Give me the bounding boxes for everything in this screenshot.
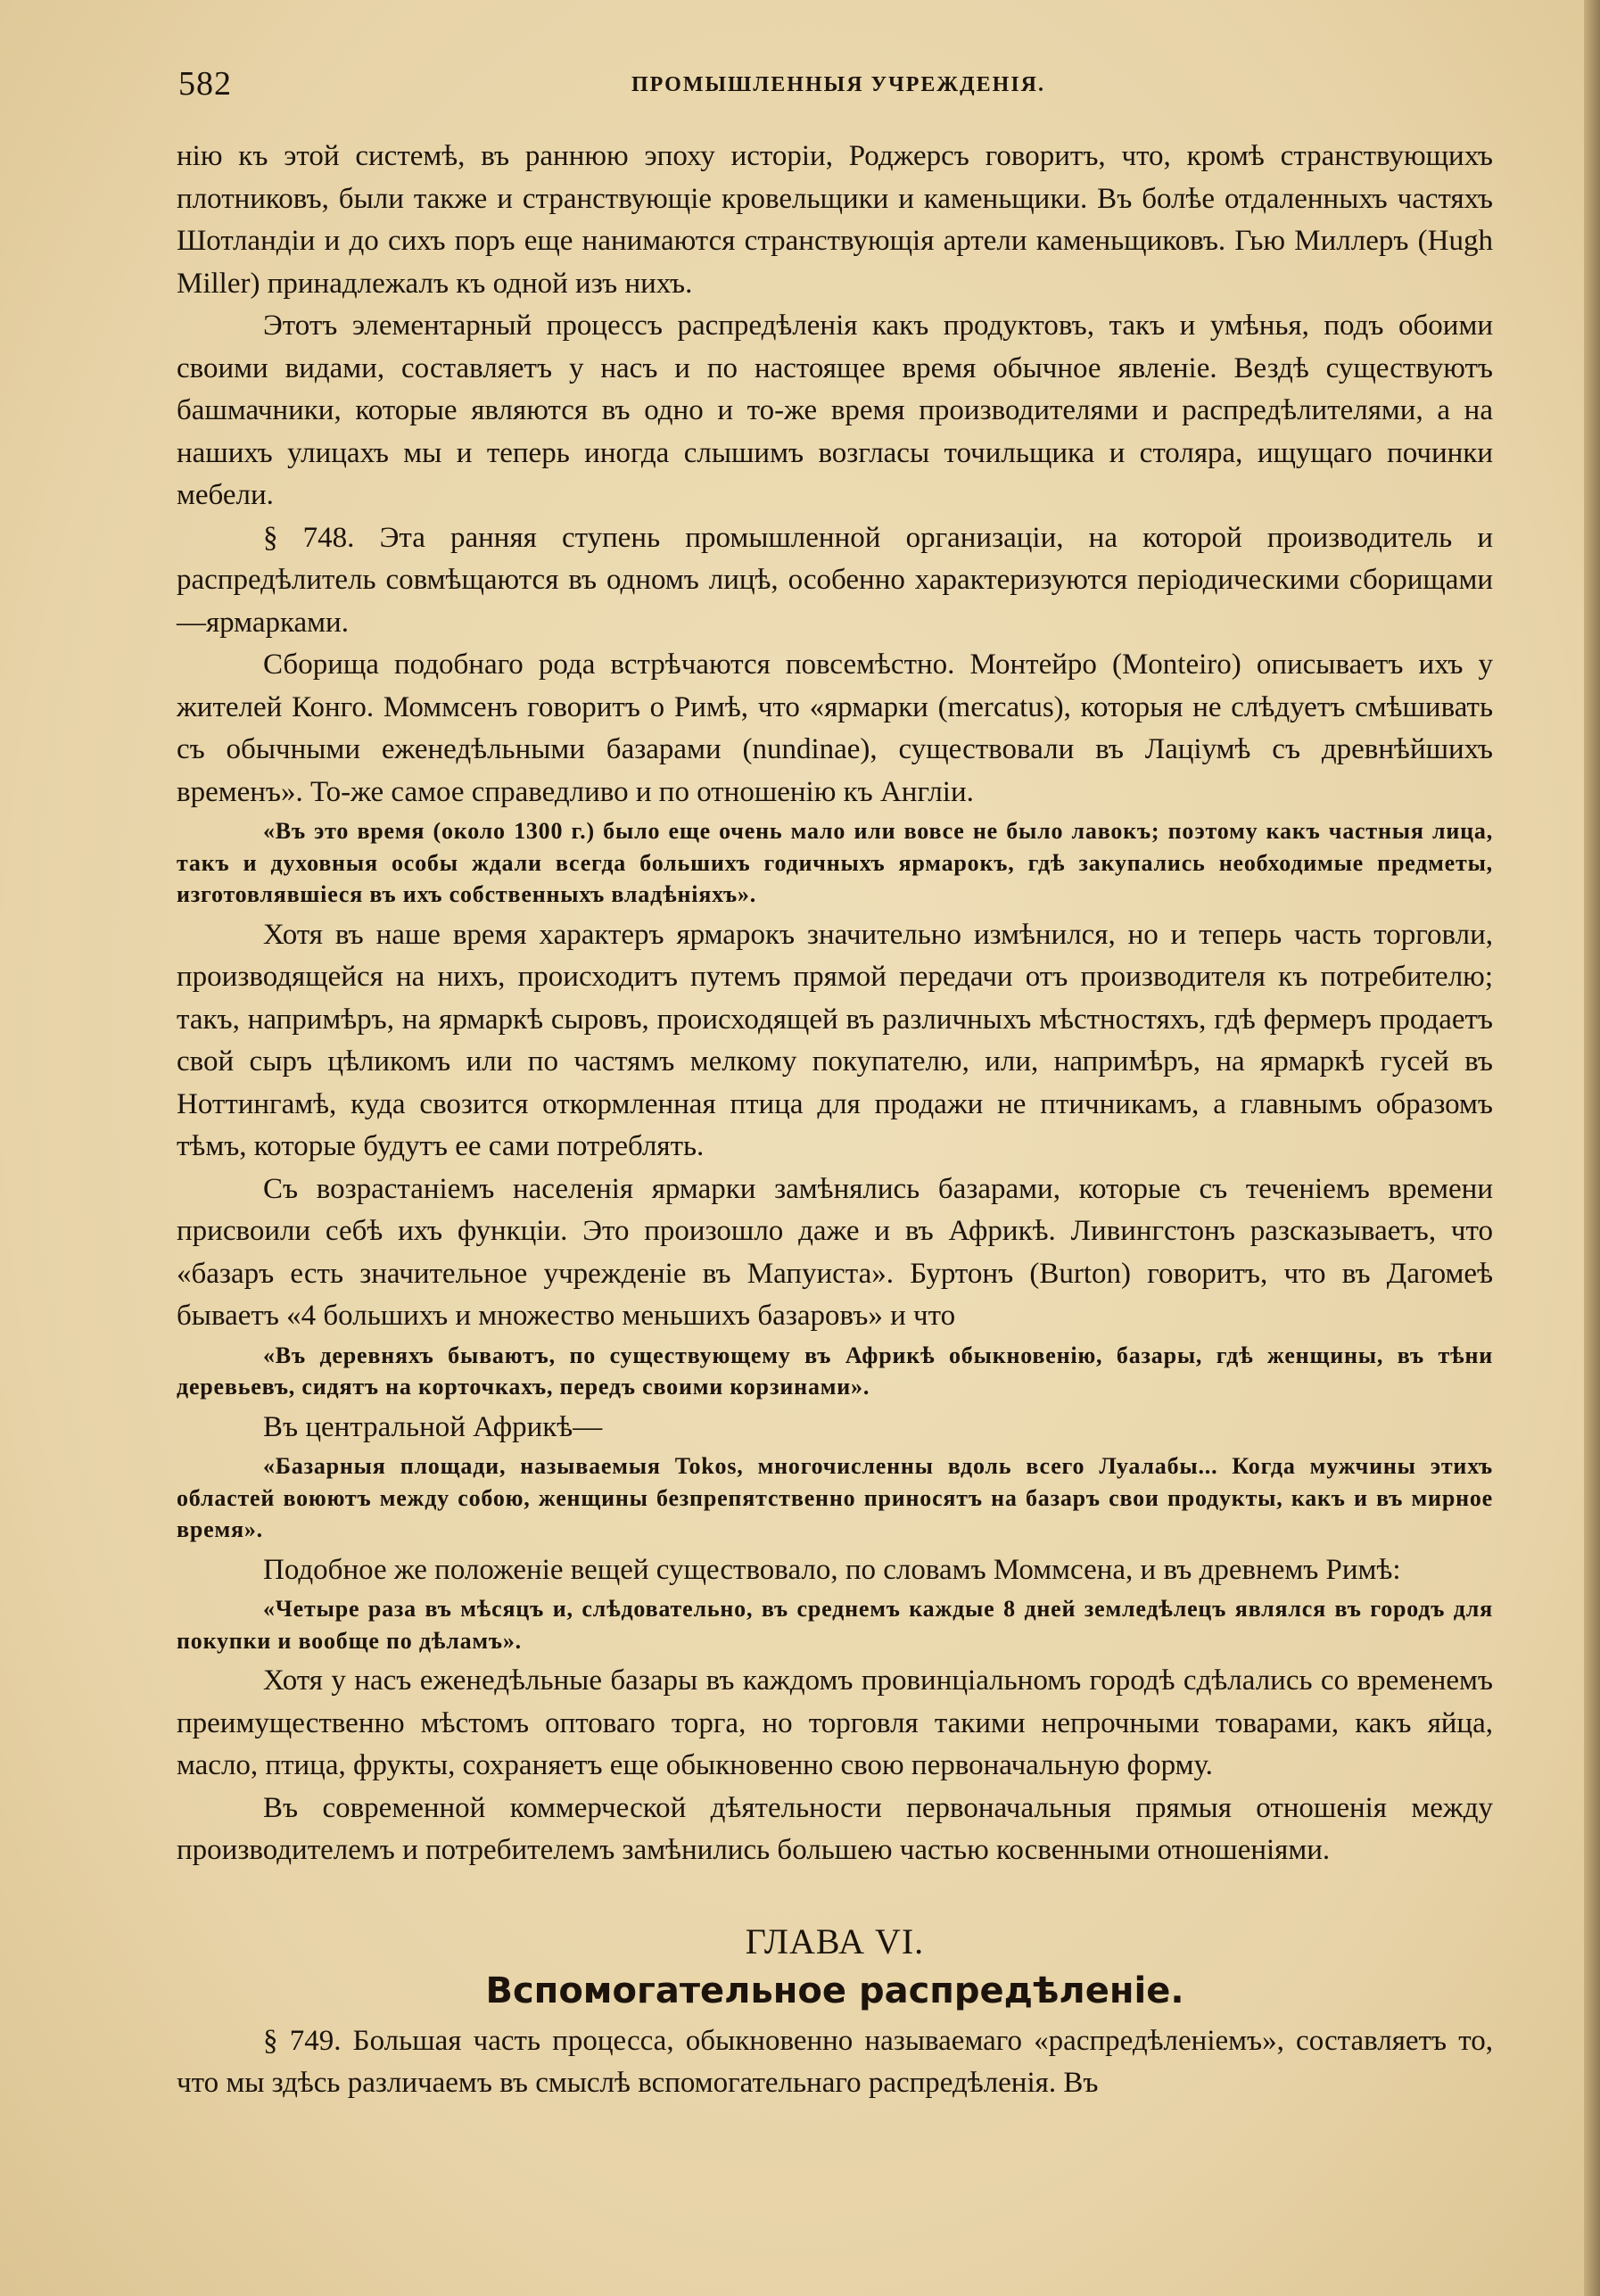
- paragraph-section-748: § 748. Эта ранняя ступень промышленной организаціи, на которой производитель и распредѣлитель совмѣщаются въ одномъ лицѣ, особенно характеризуются періодическими сборищами—ярмарками.: [177, 521, 1493, 639]
- paragraph: Хотя въ наше время характеръ ярмарокъ значительно измѣнился, но и теперь часть торговли, производящейся на нихъ, происходитъ путемъ прямой передачи отъ производителя къ потребителю; такъ, напримѣръ, на ярмаркѣ сыровъ, происходящей въ различныхъ мѣстностяхъ, гдѣ фермеръ продаетъ свой сыръ цѣликомъ или по частямъ мелкому покупателю, или, напримѣръ, на ярмаркѣ гусей въ Ноттингамѣ, куда свозится откормленная птица для продажи не птичникамъ, а главнымъ образомъ тѣмъ, которые будутъ ее сами потреблять.: [177, 918, 1493, 1162]
- chapter-title: ГЛАВА VI.: [745, 1920, 925, 1962]
- paragraph: Этотъ элементарный процессъ распредѣленія какъ продуктовъ, такъ и умѣнья, подъ обоими своими видами, составляетъ у насъ и по настоящее время обычное явленіе. Вездѣ существуютъ башмачники, которые являются въ одно и то-же время производителями и распредѣлителями, а на нашихъ улицахъ мы и теперь иногда слышимъ возгласы точильщика и столяра, ищущаго починки мебели.: [177, 310, 1493, 511]
- block-quote: «Четыре раза въ мѣсяцъ и, слѣдовательно, въ среднемъ каждые 8 дней земледѣлецъ являлся въ городъ для покупки и вообще по дѣламъ».: [177, 1596, 1493, 1654]
- block-quote: «Въ это время (около 1300 г.) было еще очень мало или вовсе не было лавокъ; поэтому какъ частныя лица, такъ и духовныя особы ждали всегда большихъ годичныхъ ярмарокъ, гдѣ закупались необходимые предметы, изготовлявшіеся въ ихъ собственныхъ владѣніяхъ».: [177, 818, 1493, 907]
- paragraph-section-749: § 749. Большая часть процесса, обыкновенно называемаго «распредѣленіемъ», составляетъ то, что мы здѣсь различаемъ въ смыслѣ вспомогательнаго распредѣленія. Въ: [177, 2024, 1493, 2099]
- block-quote: «Базарныя площади, называемыя Tokos, многочисленны вдоль всего Луалабы... Когда мужчины этихъ областей воюютъ между собою, женщины безпрепятственно приносятъ на базаръ свои продукты, какъ и въ мирное время».: [177, 1453, 1493, 1542]
- page-number: 582: [178, 65, 232, 103]
- running-title: ПРОМЫШЛЕННЫЯ УЧРЕЖДЕНІЯ.: [631, 73, 1046, 96]
- chapter-subtitle: Вспомогательное распредѣленіе.: [485, 1970, 1184, 2011]
- paragraph: Въ центральной Африкѣ—: [263, 1410, 603, 1443]
- body-text: [177, 136, 1493, 2105]
- paragraph: Съ возрастаніемъ населенія ярмарки замѣнялись базарами, которые съ теченіемъ времени присвоили себѣ ихъ функціи. Это произошло даже и въ Африкѣ. Ливингстонъ разсказываетъ, что «базаръ есть значительное учрежденіе въ Мапуиста». Буртонъ (Burton) говоритъ, что въ Дагомеѣ бываетъ «4 большихъ и множество меньшихъ базаровъ» и что: [177, 1172, 1493, 1332]
- paragraph: Подобное же положеніе вещей существовало, по словамъ Моммсена, и въ древнемъ Римѣ:: [263, 1553, 1401, 1586]
- paragraph: Хотя у насъ еженедѣльные базары въ каждомъ провинціальномъ городѣ сдѣлались со временемъ преимущественно мѣстомъ оптоваго торга, но торговля такими непрочными товарами, какъ яйца, масло, птица, фрукты, сохраняетъ еще обыкновенно свою первоначальную форму.: [177, 1664, 1493, 1781]
- block-quote: «Въ деревняхъ бываютъ, по существующему въ Африкѣ обыкновенію, базары, гдѣ женщины, въ тѣни деревьевъ, сидятъ на корточкахъ, передъ своими корзинами».: [177, 1342, 1493, 1400]
- page-header: [178, 64, 1498, 118]
- paragraph-continuation: нію къ этой системѣ, въ раннюю эпоху исторіи, Роджерсъ говоритъ, что, кромѣ странствующихъ плотниковъ, были также и странствующіе кровельщики и каменьщики. Въ болѣе отдаленныхъ частяхъ Шотландіи и до сихъ поръ еще нанимаются странствующія артели каменьщиковъ. Гью Миллеръ (Hugh Miller) принадлежалъ къ одной изъ нихъ.: [177, 140, 1493, 300]
- page-edge-shadow: [1584, 0, 1600, 2296]
- paragraph: Сборища подобнаго рода встрѣчаются повсемѣстно. Монтейро (Monteiro) описываетъ ихъ у жителей Конго. Моммсенъ говоритъ о Римѣ, что «ярмарки (mercatus), которыя не слѣдуетъ смѣшивать съ обычными еженедѣльными базарами (nundinae), существовали въ Лаціумѣ съ древнѣйшихъ временъ». То-же самое справедливо и по отношенію къ Англіи.: [177, 648, 1493, 808]
- paragraph: Въ современной коммерческой дѣятельности первоначальныя прямыя отношенія между производителемъ и потребителемъ замѣнились большею частью косвенными отношеніями.: [177, 1791, 1493, 1866]
